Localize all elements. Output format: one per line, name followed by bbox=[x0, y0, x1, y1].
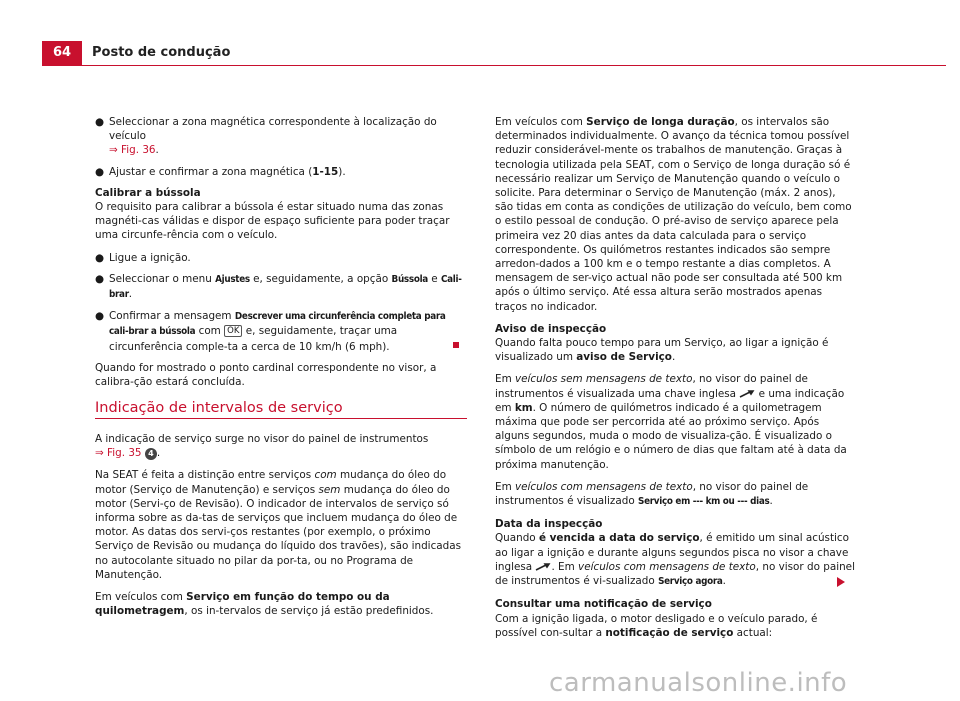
bullet-icon: ● bbox=[95, 116, 105, 128]
paragraph: A indicação de serviço surge no visor do painel de instrumentos ⇒ Fig. 35 4 . bbox=[95, 433, 429, 460]
paragraph: Em veículos com mensagens de texto, no visor do painel de instrumentos é visualizado Serviço em --- km ou --- dias. bbox=[495, 480, 809, 508]
page-header bbox=[42, 41, 946, 65]
paragraph: Quando falta pouco tempo para um Serviço, ao ligar a ignição é visualizado um aviso de Serviço. bbox=[495, 337, 829, 364]
subheading: Calibrar a bússola bbox=[95, 186, 201, 199]
chapter-title: Posto de condução bbox=[92, 45, 231, 60]
paragraph: Em veículos com Serviço de longa duração, os intervalos são determinados individualmente. O avanço da técnica tomou possível reduzir considerável-mente os trabalhos de manutenção. Graças à tecnologia utilizada pela SEAT, com o Serviço de longa duração só é necessário realizar um Serviço de Manutenção quando o veículo o solicite. Para determinar o Serviço de Manutenção (máx. 2 anos), são tidas em conta as condições de utilização do veículo, bem como o estilo pessoal de condução. O pré-aviso de serviço aparece pela primeira vez 20 dias antes da data calculada para o serviço correspondente. Os quilómetros restantes indicados são sempre arredon-dados a 100 km e o tempo restante a dias completos. A mensagem de ser-viço actual não pode ser consultada até 500 km após o último serviço. Até essa altura serão mostrados apenas traços no indicador. bbox=[495, 116, 852, 313]
list-item: ● Seleccionar a zona magnética correspondente à localização do veículo ⇒ Fig. 36. bbox=[95, 116, 437, 157]
paragraph: Na SEAT é feita a distinção entre serviços com mudança do óleo do motor (Serviço de Manutenção) e serviços sem mudança do óleo do motor (Servi-ço de Revisão). O indicador de intervalos de serviço só informa sobre as da-tas de serviços que incluem mudança do óleo de motor. As datas dos servi-ços restantes (por exemplo, o próximo Serviço de Revisão ou mudança do líquido dos travões), são indicadas no autocolante situado no pilar da por-ta, ou no Programa de Manutenção. bbox=[95, 469, 462, 581]
section-heading: Indicação de intervalos de serviço bbox=[95, 400, 343, 416]
list-item: ● Confirmar a mensagem Descrever uma circunferência completa para cali-brar a bússola com OK e, seguidamente, traçar uma circunferência comple-ta a cerca de 10 km/h (6 mph). bbox=[95, 310, 446, 353]
left-column bbox=[95, 115, 467, 397]
subheading: Consultar uma notificação de serviço bbox=[495, 598, 712, 611]
right-column bbox=[495, 115, 855, 648]
header-rule bbox=[42, 65, 946, 66]
bullet-icon: ● bbox=[95, 272, 105, 285]
paragraph: Quando é vencida a data do serviço, é emitido um sinal acústico ao ligar a ignição e durante alguns segundos pisca no visor a chave inglesa . Em veículos com mensagens de texto, no visor do painel de instrumentos é vi-sualizado Serviço agora. bbox=[495, 532, 855, 588]
paragraph: O requisito para calibrar a bússola é estar situado numa das zonas magnéti-cas válidas e dispor de espaço suficiente para poder traçar uma circunfe-rência com o veículo. bbox=[95, 201, 450, 242]
list-item: ● Ligue a ignição. bbox=[95, 251, 191, 264]
wrench-icon bbox=[535, 563, 551, 571]
list-item: ● Seleccionar o menu Ajustes e, seguidamente, a opção Bússola e Cali-brar. bbox=[95, 272, 467, 302]
bullet-icon: ● bbox=[95, 165, 105, 178]
figure-link[interactable]: ⇒ Fig. 36 bbox=[109, 144, 156, 157]
watermark: carmanualsonline.info bbox=[549, 668, 848, 698]
bullet-icon: ● bbox=[95, 310, 105, 323]
figure-callout-icon: 4 bbox=[145, 448, 157, 460]
left-column-lower bbox=[95, 432, 467, 626]
subheading: Aviso de inspecção bbox=[495, 322, 607, 335]
section-end-icon bbox=[453, 342, 459, 348]
wrench-icon bbox=[739, 390, 755, 398]
section-rule bbox=[95, 418, 467, 419]
list-item: ● Ajustar e confirmar a zona magnética (1-15). bbox=[95, 165, 346, 178]
ok-key-icon: OK bbox=[224, 325, 242, 337]
bullet-icon: ● bbox=[95, 251, 105, 264]
figure-link[interactable]: ⇒ Fig. 35 bbox=[95, 447, 142, 460]
page-number: 64 bbox=[42, 41, 82, 65]
continue-arrow-icon bbox=[837, 577, 845, 587]
paragraph: Com a ignição ligada, o motor desligado e o veículo parado, é possível con-sultar a notificação de serviço actual: bbox=[495, 612, 818, 639]
paragraph: Em veículos sem mensagens de texto, no visor do painel de instrumentos é visualizada uma chave inglesa e uma indicação em km. O número de quilómetros indicado é a quilometragem máxima que pode ser percorrida até ao próximo serviço. Após alguns segundos, muda o modo de visualiza-ção. É visualizado o símbolo de um relógio e o número de dias que faltam até à data da próxima manutenção. bbox=[495, 373, 847, 471]
subheading: Data da inspecção bbox=[495, 518, 603, 531]
paragraph: Em veículos com Serviço em função do tempo ou da quilometragem, os in-tervalos de serviço já estão predefinidos. bbox=[95, 591, 434, 618]
paragraph: Quando for mostrado o ponto cardinal correspondente no visor, a calibra-ção estará concluída. bbox=[95, 361, 437, 389]
